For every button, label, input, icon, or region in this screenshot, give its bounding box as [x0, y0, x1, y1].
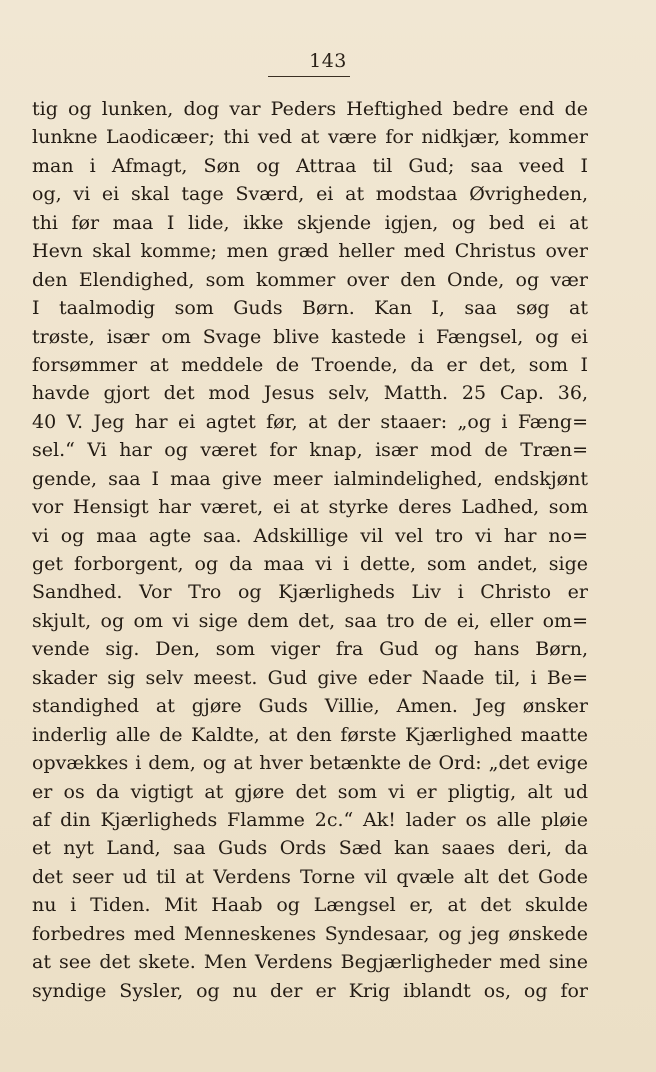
text-line: sel.“ Vi har og været for knap, især mod de Træn= [32, 439, 588, 462]
text-line: thi før maa I lide, ikke skjende igjen, og bed ei at [32, 211, 588, 234]
text-line: et nyt Land, saa Guds Ords Sæd kan saaes deri, da [32, 837, 588, 860]
text-line: af din Kjærligheds Flamme 2c.“ Ak! lader os alle pløie [32, 808, 588, 831]
text-line: 40 V. Jeg har ei agtet før, at der staaer: „og i Fæng= [32, 410, 588, 433]
text-line: standighed at gjøre Guds Villie, Amen. Jeg ønsker [32, 695, 588, 718]
text-line: trøste, især om Svage blive kastede i Fængsel, og ei [32, 325, 588, 348]
text-line: vende sig. Den, som viger fra Gud og hans Børn, [32, 638, 588, 661]
text-line: havde gjort det mod Jesus selv, Matth. 25 Cap. 36, [32, 382, 588, 405]
text-line: skader sig selv meest. Gud give eder Naade til, i Be= [32, 666, 588, 689]
text-line: vi og maa agte saa. Adskillige vil vel tro vi har no= [32, 524, 588, 547]
text-line: syndige Sysler, og nu der er Krig iblandt os, og for [32, 979, 588, 1002]
text-line: gende, saa I maa give meer ialmindelighed, endskjønt [32, 467, 588, 490]
text-line: det seer ud til at Verdens Torne vil qvæle alt det Gode [32, 865, 588, 888]
text-line: og, vi ei skal tage Sværd, ei at modstaa Øvrigheden, [32, 183, 588, 206]
page-number-rule [268, 76, 350, 77]
text-line: nu i Tiden. Mit Haab og Længsel er, at det skulde [32, 894, 588, 917]
text-line: forbedres med Menneskenes Syndesaar, og jeg ønskede [32, 922, 588, 945]
text-line: I taalmodig som Guds Børn. Kan I, saa søg at [32, 297, 588, 320]
text-line: er os da vigtigt at gjøre det som vi er pligtig, alt ud [32, 780, 588, 803]
text-line: forsømmer at meddele de Troende, da er det, som I [32, 353, 588, 376]
text-line: opvækkes i dem, og at hver betænkte de Ord: „det evige [32, 752, 588, 775]
text-line: inderlig alle de Kaldte, at den første Kjærlighed maatte [32, 723, 588, 746]
text-line: skjult, og om vi sige dem det, saa tro de ei, eller om= [32, 609, 588, 632]
text-line: at see det skete. Men Verdens Begjærligheder med sine [32, 951, 588, 974]
text-line: den Elendighed, som kommer over den Onde, og vær [32, 268, 588, 291]
text-line: get forborgent, og da maa vi i dette, som andet, sige [32, 553, 588, 575]
text-line: lunkne Laodicæer; thi ved at være for nidkjær, kommer [32, 126, 588, 149]
text-line: man i Afmagt, Søn og Attraa til Gud; saa veed I [32, 154, 588, 177]
body-text [32, 95, 588, 1005]
text-line: Hevn skal komme; men græd heller med Christus over [32, 240, 588, 263]
text-line: tig og lunken, dog var Peders Heftighed bedre end de [32, 98, 588, 120]
text-line: Sandhed. Vor Tro og Kjærligheds Liv i Christo er [32, 581, 588, 604]
page-number: 143 [309, 50, 347, 72]
text-line: vor Hensigt har været, ei at styrke deres Ladhed, som [32, 496, 588, 519]
